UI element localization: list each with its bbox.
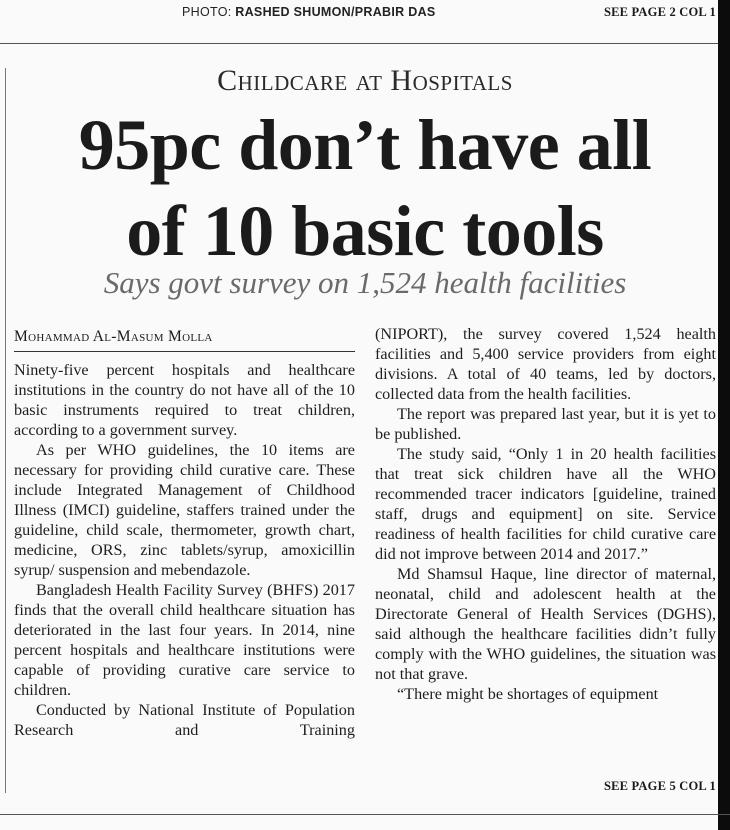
- subhead: Says govt survey on 1,524 health facilities: [103, 265, 627, 300]
- see-page-bottom: SEE PAGE 5 COL 1: [603, 779, 716, 793]
- see-page-top: SEE PAGE 2 COL 1: [603, 5, 716, 19]
- paragraph: Bangladesh Health Facility Survey (BHFS) 2017 finds that the overall child healthcare situation has deteriorated in the last four years. In 2014, nine percent hospitals and healthcare institutions were capable of providing curative care service to children.: [14, 581, 355, 699]
- paragraph: Md Shamsul Haque, line director of maternal, neonatal, child and adolescent health at the Directorate General of Health Services (DGHS), said although the healthcare facilities didn’t fully comply with the WHO guidelines, the situation was not that grave.: [375, 565, 716, 683]
- article-column-2: [375, 324, 716, 704]
- headline-line-2: of 10 basic tools: [126, 191, 604, 271]
- photo-credit-names: RASHED SHUMON/PRABIR DAS: [235, 5, 436, 19]
- paragraph: Conducted by National Institute of Population Research and Training: [14, 701, 355, 739]
- article-column-1: [14, 360, 355, 740]
- paragraph: The study said, “Only 1 in 20 health facilities that treat sick children have all the WHO recommended tracer indicators [guideline, trained staff, drugs and equipment] on site. Service readiness of health facilities for child curative care did not improve between 2014 and 2017.”: [375, 445, 716, 563]
- paragraph: Ninety-five percent hospitals and healthcare institutions in the country do not have all of the 10 basic instruments required to treat children, according to a government survey.: [14, 361, 355, 439]
- headline-line-1: 95pc don’t have all: [78, 105, 652, 185]
- top-divider: [0, 43, 730, 44]
- headline: [0, 102, 730, 274]
- byline: Mohammad Al-Masum Molla: [14, 328, 213, 345]
- paragraph: The report was prepared last year, but it is yet to be published.: [375, 405, 716, 443]
- photo-label: PHOTO:: [182, 5, 232, 19]
- photo-credit: [182, 5, 436, 19]
- paragraph: “There might be shortages of equipment: [397, 685, 659, 703]
- top-bar: [0, 0, 730, 30]
- bottom-divider: [0, 814, 730, 815]
- paragraph: As per WHO guidelines, the 10 items are necessary for providing child curative care. These include Integrated Management of Childhood Illness (IMCI) guideline, staffers trained under the guideline, child scale, thermometer, growth chart, medicine, ORS, zinc tablets/syrup, amoxicillin syrup/ suspension and mebendazole.: [14, 441, 355, 579]
- byline-divider: [14, 351, 355, 352]
- kicker: Childcare at Hospitals: [217, 64, 513, 97]
- paragraph: (NIPORT), the survey covered 1,524 health facilities and 5,400 service providers from eight divisions. A total of 40 teams, led by doctors, collected data from the health facilities.: [375, 325, 716, 403]
